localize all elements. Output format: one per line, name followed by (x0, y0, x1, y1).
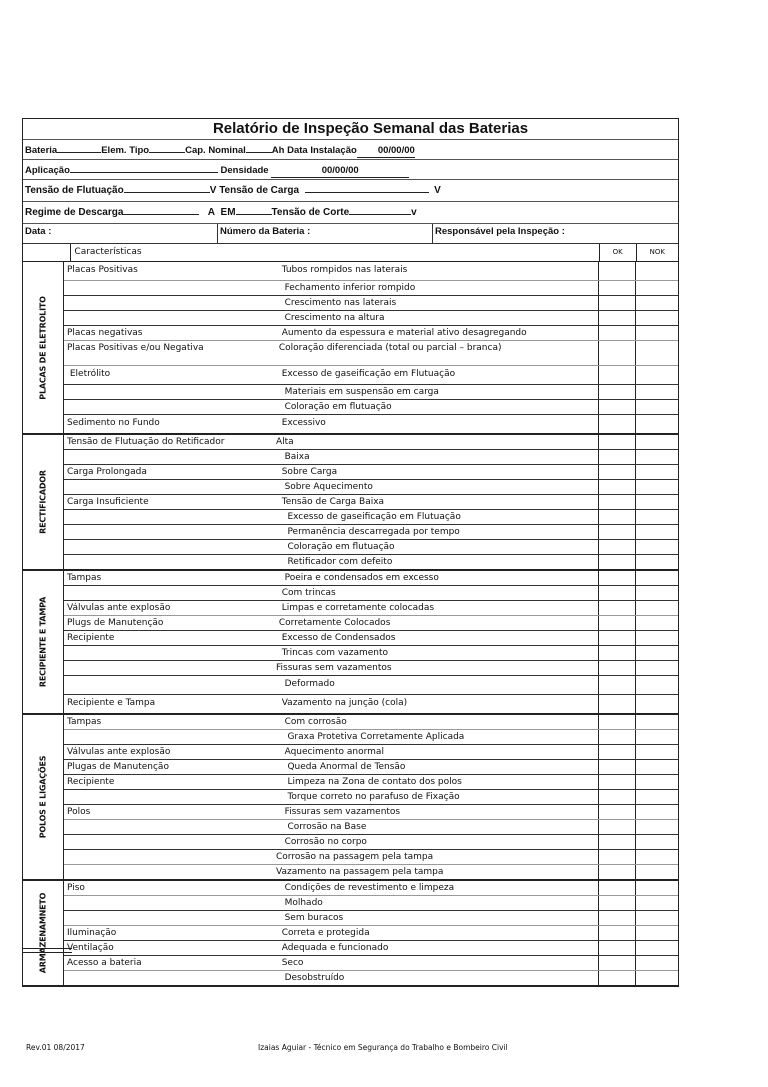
elem-tipo-field[interactable] (149, 140, 185, 153)
ok-checkbox[interactable] (598, 941, 635, 955)
ok-checkbox[interactable] (598, 896, 635, 910)
nok-checkbox[interactable] (635, 646, 678, 660)
table-row: Retificador com defeito (64, 555, 678, 569)
ok-checkbox[interactable] (598, 790, 635, 804)
nok-checkbox[interactable] (635, 555, 678, 569)
table-corner-stub (22, 948, 72, 953)
section-recipiente-tampa (23, 571, 678, 715)
table-row: Fissuras sem vazamentos (64, 661, 678, 676)
nok-checkbox[interactable] (635, 616, 678, 630)
table-row: Coloração em flutuação (64, 400, 678, 415)
section-label: RECIPIENTE E TAMPA (38, 596, 48, 688)
nok-checkbox[interactable] (635, 480, 678, 494)
ok-checkbox[interactable] (598, 616, 635, 630)
ok-checkbox[interactable] (598, 745, 635, 759)
table-row: Piso Condições de revestimento e limpeza (64, 881, 678, 896)
table-row: Placas negativas Aumento da espessura e material ativo desagregando (64, 326, 678, 341)
table-row: Tampas Com corrosão (64, 715, 678, 730)
ok-checkbox[interactable] (598, 926, 635, 940)
ok-checkbox[interactable] (598, 775, 635, 789)
nok-checkbox[interactable] (635, 601, 678, 615)
ok-checkbox[interactable] (598, 760, 635, 774)
table-row: Carga Insuficiente Tensão de Carga Baixa (64, 495, 678, 510)
em-label: EM (220, 207, 236, 218)
form-header (22, 118, 679, 244)
ok-checkbox[interactable] (598, 311, 635, 325)
nok-checkbox[interactable] (635, 341, 678, 365)
tensao-corte-label: Tensão de Corte (271, 207, 350, 218)
ok-checkbox[interactable] (598, 435, 635, 449)
table-row: Ventilação Adequada e funcionado (64, 941, 678, 956)
nok-checkbox[interactable] (635, 775, 678, 789)
tensao-carga-field[interactable] (305, 180, 429, 193)
ok-checkbox[interactable] (598, 661, 635, 675)
nok-checkbox[interactable] (635, 510, 678, 524)
ok-checkbox[interactable] (598, 540, 635, 554)
section-label: ARMAZENAMNETO (38, 892, 48, 974)
table-row: Eletrólito Excesso de gaseificação em Flutuação (64, 366, 678, 385)
ok-checkbox[interactable] (598, 646, 635, 660)
ok-checkbox[interactable] (598, 366, 635, 384)
ok-checkbox[interactable] (598, 341, 635, 365)
nok-checkbox[interactable] (635, 911, 678, 925)
nok-checkbox[interactable] (635, 495, 678, 509)
table-row: Graxa Protetiva Corretamente Aplicada (64, 730, 678, 745)
aplicacao-label: Aplicação (25, 165, 70, 176)
table-row: Sem buracos (64, 911, 678, 926)
revision-label: Rev.01 08/2017 (26, 1043, 85, 1052)
section-label: PLACAS DE ELETROLITO (38, 295, 48, 400)
ok-header: OK (599, 244, 636, 261)
tensao-flutuacao-label: Tensão de Flutuação (25, 185, 124, 196)
table-row: Crescimento na altura (64, 311, 678, 326)
numero-bateria-field[interactable] (218, 224, 433, 243)
table-row: Placas Positivas Tubos rompidos nas laterais (64, 262, 678, 281)
table-row: Sobre Aquecimento (64, 480, 678, 495)
nok-checkbox[interactable] (635, 896, 678, 910)
author-credit: Izaias Aguiar - Técnico em Segurança do Trabalho e Bombeiro Civil (258, 1043, 508, 1052)
table-row: Carga Prolongada Sobre Carga (64, 465, 678, 480)
nok-checkbox[interactable] (635, 281, 678, 295)
ok-checkbox[interactable] (598, 730, 635, 744)
ok-checkbox[interactable] (598, 835, 635, 849)
table-row: Materiais em suspensão em carga (64, 385, 678, 400)
ok-checkbox[interactable] (598, 415, 635, 433)
header-row-application (23, 160, 678, 180)
nok-checkbox[interactable] (635, 850, 678, 864)
nok-checkbox[interactable] (635, 926, 678, 940)
nok-checkbox[interactable] (635, 865, 678, 879)
ok-checkbox[interactable] (598, 385, 635, 399)
nok-checkbox[interactable] (635, 450, 678, 464)
table-row: Molhado (64, 896, 678, 911)
nok-checkbox[interactable] (635, 571, 678, 585)
nok-checkbox[interactable] (635, 820, 678, 834)
ok-checkbox[interactable] (598, 865, 635, 879)
responsavel-label: Responsável pela Inspeção : (435, 226, 565, 237)
nok-checkbox[interactable] (635, 586, 678, 600)
ok-checkbox[interactable] (598, 956, 635, 970)
header-row-battery (23, 140, 678, 160)
table-row: Vazamento na passagem pela tampa (64, 865, 678, 879)
ok-checkbox[interactable] (598, 281, 635, 295)
table-row: Acesso a bateria Seco (64, 956, 678, 971)
regime-descarga-field[interactable] (123, 202, 199, 215)
section-rectificador (23, 435, 678, 571)
nok-checkbox[interactable] (635, 805, 678, 819)
nok-checkbox[interactable] (635, 400, 678, 414)
ok-checkbox[interactable] (598, 495, 635, 509)
ok-checkbox[interactable] (598, 555, 635, 569)
unit-v-3: v (411, 207, 417, 218)
em-field[interactable] (236, 202, 272, 215)
nok-checkbox[interactable] (635, 971, 678, 985)
ok-checkbox[interactable] (598, 571, 635, 585)
section-label: POLOS E LIGAÇÕES (38, 755, 48, 839)
tensao-carga-label: Tensão de Carga (219, 185, 300, 196)
ok-checkbox[interactable] (598, 805, 635, 819)
nok-checkbox[interactable] (635, 525, 678, 539)
table-row: Trincas com vazamento (64, 646, 678, 661)
checklist-table (22, 244, 679, 987)
ok-checkbox[interactable] (598, 850, 635, 864)
table-header-row (23, 244, 678, 262)
header-row-date (23, 224, 678, 244)
ok-checkbox[interactable] (598, 525, 635, 539)
data-field[interactable] (23, 224, 218, 243)
nok-checkbox[interactable] (635, 676, 678, 694)
section-label: RECTIFICADOR (38, 470, 48, 534)
table-row: Válvulas ante explosão Limpas e corretamente colocadas (64, 601, 678, 616)
unit-v-1: V (209, 185, 217, 196)
section-polos-ligacoes (23, 715, 678, 881)
cap-nominal-field[interactable] (246, 140, 272, 153)
ok-checkbox[interactable] (598, 510, 635, 524)
table-row: Recipiente e Tampa Vazamento na junção (cola) (64, 695, 678, 713)
ok-checkbox[interactable] (598, 326, 635, 340)
table-row: Plugas de Manutenção Queda Anormal de Tensão (64, 760, 678, 775)
ah-data-instalacao-label: Ah Data Instalação (271, 145, 357, 156)
responsavel-field[interactable] (433, 224, 678, 243)
ok-checkbox[interactable] (598, 695, 635, 713)
nok-checkbox[interactable] (635, 366, 678, 384)
nok-checkbox[interactable] (635, 730, 678, 744)
nok-checkbox[interactable] (635, 790, 678, 804)
tensao-flutuacao-field[interactable] (124, 180, 210, 193)
ok-checkbox[interactable] (598, 465, 635, 479)
ok-checkbox[interactable] (598, 881, 635, 895)
nok-checkbox[interactable] (635, 941, 678, 955)
header-row-discharge (23, 202, 678, 224)
ok-checkbox[interactable] (598, 971, 635, 985)
table-row: Placas Positivas e/ou Negativa Coloração diferenciada (total ou parcial – branca) (64, 341, 678, 366)
nok-checkbox[interactable] (635, 311, 678, 325)
aplicacao-field[interactable] (70, 160, 218, 173)
ok-checkbox[interactable] (598, 631, 635, 645)
section-placas-eletrolito (23, 262, 678, 435)
ok-checkbox[interactable] (598, 400, 635, 414)
table-row: Corrosão na passagem pela tampa (64, 850, 678, 865)
table-row: Crescimento nas laterais (64, 296, 678, 311)
ok-checkbox[interactable] (598, 715, 635, 729)
table-row: Excesso de gaseificação em Flutuação (64, 510, 678, 525)
table-row: Tensão de Flutuação do Retificador Alta (64, 435, 678, 450)
nok-checkbox[interactable] (635, 262, 678, 280)
tensao-corte-field[interactable] (349, 202, 411, 215)
nok-checkbox[interactable] (635, 465, 678, 479)
ok-checkbox[interactable] (598, 480, 635, 494)
nok-checkbox[interactable] (635, 956, 678, 970)
table-row: Plugs de Manutenção Corretamente Colocados (64, 616, 678, 631)
densidade-label: Densidade (220, 165, 269, 176)
table-row: Desobstruído (64, 971, 678, 985)
ok-checkbox[interactable] (598, 911, 635, 925)
table-row: Permanência descarregada por tempo (64, 525, 678, 540)
table-row: Com trincas (64, 586, 678, 601)
densidade-field[interactable]: 00/00/00 (271, 165, 409, 178)
ok-checkbox[interactable] (598, 296, 635, 310)
table-row: Fechamento inferior rompido (64, 281, 678, 296)
nok-checkbox[interactable] (635, 835, 678, 849)
bateria-field[interactable] (57, 140, 101, 153)
nok-checkbox[interactable] (635, 540, 678, 554)
nok-checkbox[interactable] (635, 415, 678, 433)
table-row: Recipiente Excesso de Condensados (64, 631, 678, 646)
nok-checkbox[interactable] (635, 385, 678, 399)
ok-checkbox[interactable] (598, 450, 635, 464)
nok-header: NOK (636, 244, 678, 261)
elem-tipo-label: Elem. Tipo (101, 145, 150, 156)
caracteristicas-header: Características (74, 247, 142, 257)
nok-checkbox[interactable] (635, 881, 678, 895)
ok-checkbox[interactable] (598, 601, 635, 615)
ok-checkbox[interactable] (598, 262, 635, 280)
table-row: Tampas Poeira e condensados em excesso (64, 571, 678, 586)
table-row: Deformado (64, 676, 678, 695)
table-row: Baixa (64, 450, 678, 465)
regime-descarga-label: Regime de Descarga (25, 207, 124, 218)
nok-checkbox[interactable] (635, 745, 678, 759)
table-row: Sedimento no Fundo Excessivo (64, 415, 678, 433)
table-row: Corrosão na Base (64, 820, 678, 835)
nok-checkbox[interactable] (635, 631, 678, 645)
table-row: Corrosão no corpo (64, 835, 678, 850)
nok-checkbox[interactable] (635, 435, 678, 449)
unit-a: A (207, 207, 215, 218)
ok-checkbox[interactable] (598, 676, 635, 694)
inspection-form (22, 118, 679, 987)
data-instalacao-field[interactable]: 00/00/00 (357, 145, 415, 158)
nok-checkbox[interactable] (635, 326, 678, 340)
table-row: Coloração em flutuação (64, 540, 678, 555)
table-row: Recipiente Limpeza na Zona de contato dos polos (64, 775, 678, 790)
nok-checkbox[interactable] (635, 661, 678, 675)
nok-checkbox[interactable] (635, 715, 678, 729)
data-label: Data : (25, 226, 52, 237)
unit-v-2: V (434, 185, 441, 196)
numero-bateria-label: Número da Bateria : (220, 226, 311, 237)
nok-checkbox[interactable] (635, 695, 678, 713)
table-row: Polos Fissuras sem vazamentos (64, 805, 678, 820)
ok-checkbox[interactable] (598, 820, 635, 834)
table-row: Válvulas ante explosão Aquecimento anormal (64, 745, 678, 760)
section-armazenamento (23, 881, 678, 987)
table-row: Torque correto no parafuso de Fixação (64, 790, 678, 805)
page-title: Relatório de Inspeção Semanal das Baterias (23, 119, 678, 140)
nok-checkbox[interactable] (635, 296, 678, 310)
table-row: Iluminação Correta e protegida (64, 926, 678, 941)
ok-checkbox[interactable] (598, 586, 635, 600)
nok-checkbox[interactable] (635, 760, 678, 774)
header-row-voltage (23, 180, 678, 202)
bateria-label: Bateria (25, 145, 58, 156)
cap-nominal-label: Cap. Nominal (185, 145, 246, 156)
